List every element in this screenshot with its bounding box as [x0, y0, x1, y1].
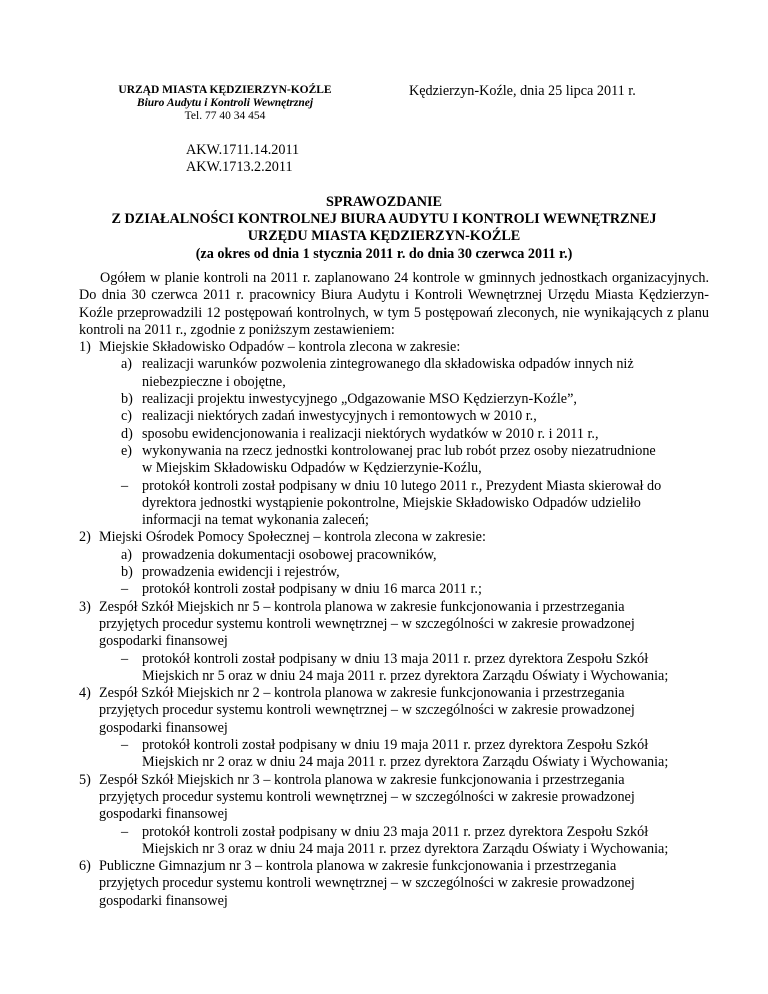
list-item [79, 339, 709, 529]
item-text-line: Zespół Szkół Miejskich nr 5 – kontrola planowa w zakresie funkcjonowania i przestrzegania [99, 598, 625, 615]
item-text-line: gospodarki finansowej [99, 892, 228, 909]
sub-item-text-line: protokół kontroli został podpisany w dniu 10 lutego 2011 r., Prezydent Miasta skierował do [142, 477, 662, 494]
sub-item-text-line: realizacji warunków pozwolenia zintegrowanego dla składowiska odpadów innych niż [142, 356, 634, 373]
title-line: URZĘDU MIASTA KĘDZIERZYN-KOŹLE [247, 228, 521, 245]
sub-item-text-line: realizacji niektórych zadań inwestycyjnych i remontowych w 2010 r., [142, 408, 537, 425]
sub-item-text-line: prowadzenia ewidencji i rejestrów, [142, 564, 340, 581]
sub-item [99, 581, 709, 598]
item-text-line: Zespół Szkół Miejskich nr 3 – kontrola planowa w zakresie funkcjonowania i przestrzegania [99, 771, 625, 788]
sub-item-text-line: protokół kontroli został podpisany w dniu 16 marca 2011 r.; [142, 581, 482, 598]
sub-item [99, 391, 709, 408]
item-text-line: gospodarki finansowej [99, 719, 228, 736]
sub-item [99, 443, 709, 478]
sub-item-marker: – [121, 650, 129, 667]
report-body [79, 270, 709, 910]
inspection-list [79, 339, 709, 910]
sub-item-marker: b) [121, 391, 133, 408]
list-item [79, 858, 709, 910]
issuer-name: URZĄD MIASTA KĘDZIERZYN-KOŹLE [118, 84, 332, 96]
sub-item [99, 564, 709, 581]
sub-item-text-line: Miejskich nr 3 oraz w dniu 24 maja 2011 r. przez dyrektora Zarządu Oświaty i Wychowania; [142, 840, 669, 857]
sub-item-text-line: wykonywania na rzecz jednostki kontrolowanej prac lub robót przez osoby niezatrudnione [142, 442, 656, 459]
sub-item-marker: a) [121, 546, 133, 563]
item-text-line: przyjętych procedur systemu kontroli wewnętrznej – w szczególności w zakresie prowadzonej [99, 615, 635, 632]
sub-item [99, 426, 709, 443]
sub-item-text-line: realizacji projektu inwestycyjnego „Odgazowanie MSO Kędzierzyn-Koźle”, [142, 391, 577, 408]
issuer-block [100, 84, 350, 123]
sub-item-text-line: Miejskich nr 2 oraz w dniu 24 maja 2011 r. przez dyrektora Zarządu Oświaty i Wychowania; [142, 754, 669, 771]
item-text-line: gospodarki finansowej [99, 806, 228, 823]
sub-item-text-line: dyrektora jednostki wystąpienie pokontrolne, Miejskie Składowisko Odpadów udzieliło [142, 494, 641, 511]
title-line: SPRAWOZDANIE [326, 194, 442, 210]
item-text-line: Zespół Szkół Miejskich nr 2 – kontrola planowa w zakresie funkcjonowania i przestrzegania [99, 685, 625, 702]
item-text-line: przyjętych procedur systemu kontroli wewnętrznej – w szczególności w zakresie prowadzonej [99, 875, 635, 892]
sub-item-text-line: protokół kontroli został podpisany w dniu 13 maja 2011 r. przez dyrektora Zespołu Szkół [142, 650, 649, 667]
item-number: 5) [79, 771, 91, 788]
sub-item-marker: – [121, 823, 129, 840]
sub-item-text-line: protokół kontroli został podpisany w dniu 19 maja 2011 r. przez dyrektora Zespołu Szkół [142, 737, 649, 754]
item-text-line: Miejski Ośrodek Pomocy Społecznej – kontrola zlecona w zakresie: [99, 529, 486, 546]
sub-item [99, 547, 709, 564]
issuer-phone: Tel. 77 40 34 454 [184, 110, 266, 122]
sub-item-text-line: niebezpieczne i obojętne, [142, 373, 286, 390]
reference-number: AKW.1711.14.2011 [186, 142, 300, 158]
intro-paragraph: Ogółem w planie kontroli na 2011 r. zaplanowano 24 kontrole w gminnych jednostkach organizacyjnych. Do dnia 30 czerwca 2011 r. pracownicy Biura Audytu i Kontroli Wewnętrznej Urzędu Miasta Kędzierzyn-Koźle przeprowadzili 12 postępowań kontrolnych, w tym 5 postępowań zleconych, nie wynikających z planu kontroli na 2011 r., zgodnie z poniższym zestawieniem: [79, 270, 709, 338]
sub-item-text-line: Miejskich nr 5 oraz w dniu 24 maja 2011 r. przez dyrektora Zarządu Oświaty i Wychowania; [142, 667, 669, 684]
reference-number: AKW.1713.2.2011 [186, 159, 293, 175]
sub-item-marker: – [121, 581, 129, 598]
list-item [79, 529, 709, 598]
sub-item-text-line: informacji na temat wykonania zaleceń; [142, 512, 369, 529]
place-and-date: Kędzierzyn-Koźle, dnia 25 lipca 2011 r. [409, 83, 636, 99]
item-text-line: przyjętych procedur systemu kontroli wewnętrznej – w szczególności w zakresie prowadzonej [99, 702, 635, 719]
list-item [79, 685, 709, 771]
sub-item-text-line: sposobu ewidencjonowania i realizacji niektórych wydatków w 2010 r. i 2011 r., [142, 425, 599, 442]
sub-item-marker: c) [121, 408, 133, 425]
item-text-line: Miejskie Składowisko Odpadów – kontrola zlecona w zakresie: [99, 339, 461, 356]
reference-numbers [186, 142, 299, 176]
item-number: 1) [79, 339, 91, 356]
sub-item-marker: d) [121, 425, 133, 442]
title-line: Z DZIAŁALNOŚCI KONTROLNEJ BIURA AUDYTU I KONTROLI WEWNĘTRZNEJ [111, 211, 657, 228]
sub-item [99, 356, 709, 391]
sub-item [99, 737, 709, 772]
item-text-line: gospodarki finansowej [99, 633, 228, 650]
sub-item-marker: b) [121, 564, 133, 581]
sub-item-marker: – [121, 477, 129, 494]
sub-item-text-line: prowadzenia dokumentacji osobowej pracowników, [142, 546, 437, 563]
sub-item-marker: a) [121, 356, 133, 373]
sub-item [99, 824, 709, 859]
sub-item [99, 478, 709, 530]
list-item [79, 599, 709, 685]
sub-item [99, 651, 709, 686]
sub-item-marker: e) [121, 442, 133, 459]
sub-item-marker: – [121, 737, 129, 754]
issuer-department: Biuro Audytu i Kontroli Wewnętrznej [136, 97, 314, 109]
item-text-line: Publiczne Gimnazjum nr 3 – kontrola planowa w zakresie funkcjonowania i przestrzegania [99, 858, 617, 875]
list-item [79, 772, 709, 858]
sub-item-text-line: w Miejskim Składowisku Odpadów w Kędzierzynie-Koźlu, [142, 460, 482, 477]
sub-item [99, 408, 709, 425]
item-number: 4) [79, 685, 91, 702]
report-title [60, 194, 708, 263]
sub-item-text-line: protokół kontroli został podpisany w dniu 23 maja 2011 r. przez dyrektora Zespołu Szkół [142, 823, 649, 840]
item-number: 6) [79, 858, 91, 875]
title-period: (za okres od dnia 1 stycznia 2011 r. do dnia 30 czerwca 2011 r.) [195, 245, 573, 262]
item-number: 2) [79, 529, 91, 546]
item-text-line: przyjętych procedur systemu kontroli wewnętrznej – w szczególności w zakresie prowadzonej [99, 788, 635, 805]
item-number: 3) [79, 598, 91, 615]
